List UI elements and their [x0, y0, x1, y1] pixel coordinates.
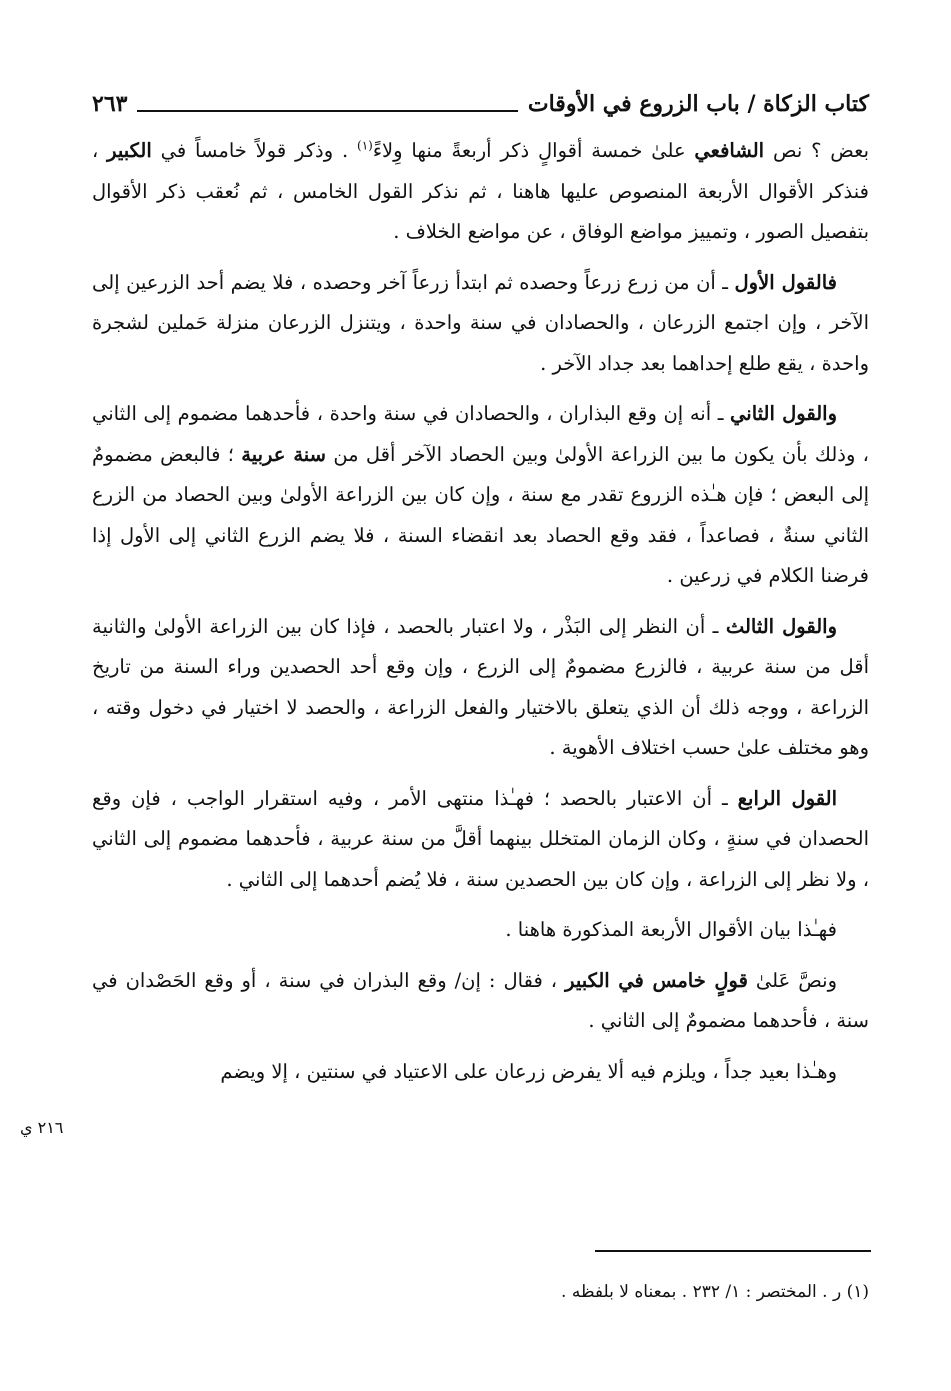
- paragraph-intro: [92, 131, 869, 253]
- text-run: ، فنذكر الأقوال الأربعة المنصوص عليها هاهنا ، ثم نذكر القول الخامس ، ثم نُعقب ذكر الأقوال بتفصيل الصور ، وتمييز مواضع الوفاق ، عن مواضع الخلاف .: [92, 139, 869, 243]
- text-run: بعض ؟ نص: [764, 139, 869, 162]
- paragraph-fifth-opinion: [92, 961, 869, 1042]
- bold-term: سنة عربية: [241, 442, 327, 466]
- text-run: ـ أن الاعتبار بالحصد ؛ فهـٰذا منتهى الأمر ، وفيه استقرار الواجب ، فإن وقع الحصدان في سنةٍ ، وكان الزمان المتخلل بينهما أقلَّ من سنة عربية ، فأحدهما مضموم إلى الثاني ، ولا نظر إلى الزراعة ، وإن كان بين الحصدين سنة ، فلا يُضم أحدهما إلى الثاني .: [92, 786, 869, 891]
- name-shafii: الشافعي: [694, 139, 765, 162]
- page-number: ٢٦٣: [92, 91, 128, 117]
- book-kabir: الكبير: [107, 139, 152, 162]
- header-title: كتاب الزكاة / باب الزروع في الأوقات: [527, 91, 869, 117]
- paragraph-summary: [92, 910, 869, 951]
- paragraph-lead: والقول الثاني: [730, 402, 837, 425]
- margin-folio-note: ٢١٦ ي: [20, 1118, 64, 1137]
- text-run: ، فقال : إن/ وقع البذران في سنة ، أو وقع الحَصْدان في سنة ، فأحدهما مضمومٌ إلى الثاني .: [92, 968, 869, 1032]
- text-run: فهـٰذا بيان الأقوال الأربعة المذكورة هاهنا .: [505, 918, 837, 941]
- paragraph-fourth-opinion: [92, 779, 869, 901]
- paragraph-lead: فالقول الأول: [734, 270, 837, 294]
- main-text: [92, 131, 869, 1102]
- text-run: ـ أنه إن وقع البذاران ، والحصادان في سنة واحدة ، فأحدهما مضموم إلى الثاني ، وذلك بأن يكون ما بين الزراعة الأولىٰ وبين الحصاد الآخر أقل من: [92, 402, 869, 466]
- running-header: [92, 80, 869, 128]
- paragraph-final: [92, 1052, 869, 1093]
- header-rule: [137, 110, 517, 112]
- text-run: ونصَّ عَلىٰ: [747, 968, 837, 992]
- text-run: وهـٰذا بعيد جداً ، ويلزم فيه ألا يفرض زرعان على الاعتياد في سنتين ، إلا ويضم: [220, 1059, 837, 1083]
- paragraph-first-opinion: [92, 263, 869, 385]
- footnote-ref[interactable]: (١): [357, 138, 373, 153]
- text-run: . وذكر قولاً خامساً في: [151, 139, 358, 162]
- footnote-divider: [595, 1250, 871, 1252]
- paragraph-third-opinion: [92, 607, 869, 769]
- paragraph-second-opinion: [92, 394, 869, 597]
- text-run: ؛ فالبعض مضمومٌ إلى البعض ؛ فإن هـٰذه الزروع تقدر مع سنة ، وإن كان بين الزراعة الأولىٰ وبين الحصاد من الزرع الثاني سنةٌ ، فصاعداً ، فقد وقع الحصاد بعد انقضاء السنة ، فلا يضم الزرع الثاني إلى الأول إذا فرضنا الكلام في زرعين .: [92, 442, 869, 587]
- text-run: ـ أن من زرع زرعاً وحصده ثم ابتدأ زرعاً آخر وحصده ، فلا يضم أحد الزرعين إلى الآخر ، وإن اجتمع الزرعان ، والحصادان في سنة واحدة ، ويتنزل الزرعان منزلة حَملين لشجرة واحدة ، يقع طلع إحداهما بعد جداد الآخر .: [92, 270, 869, 375]
- text-run: علىٰ خمسة أقوالٍ ذكر أربعةً منها وِلاءً: [372, 139, 695, 162]
- paragraph-lead: والقول الثالث: [725, 614, 838, 638]
- bold-term: قولٍ خامس في الكبير: [565, 968, 748, 992]
- text-run: ـ أن النظر إلى البَذْر ، ولا اعتبار بالحصد ، فإذا كان بين الزراعة الأولىٰ والثانية أقل من سنة عربية ، فالزرع مضمومٌ إلى الزرع ، وإن وقع أحد الحصدين وراء السنة من تاريخ الزراعة ، ووجه ذلك أن الذي يتعلق بالاختيار والفعل الزراعة ، والحصد لا اختيار في دخول وقته ، وهو مختلف علىٰ حسب اختلاف الأهوية .: [92, 614, 869, 759]
- footnote: (١) ر . المختصر : ١/ ٢٣٢ . بمعناه لا بلفظه .: [561, 1282, 869, 1302]
- paragraph-lead: القول الرابع: [737, 786, 837, 810]
